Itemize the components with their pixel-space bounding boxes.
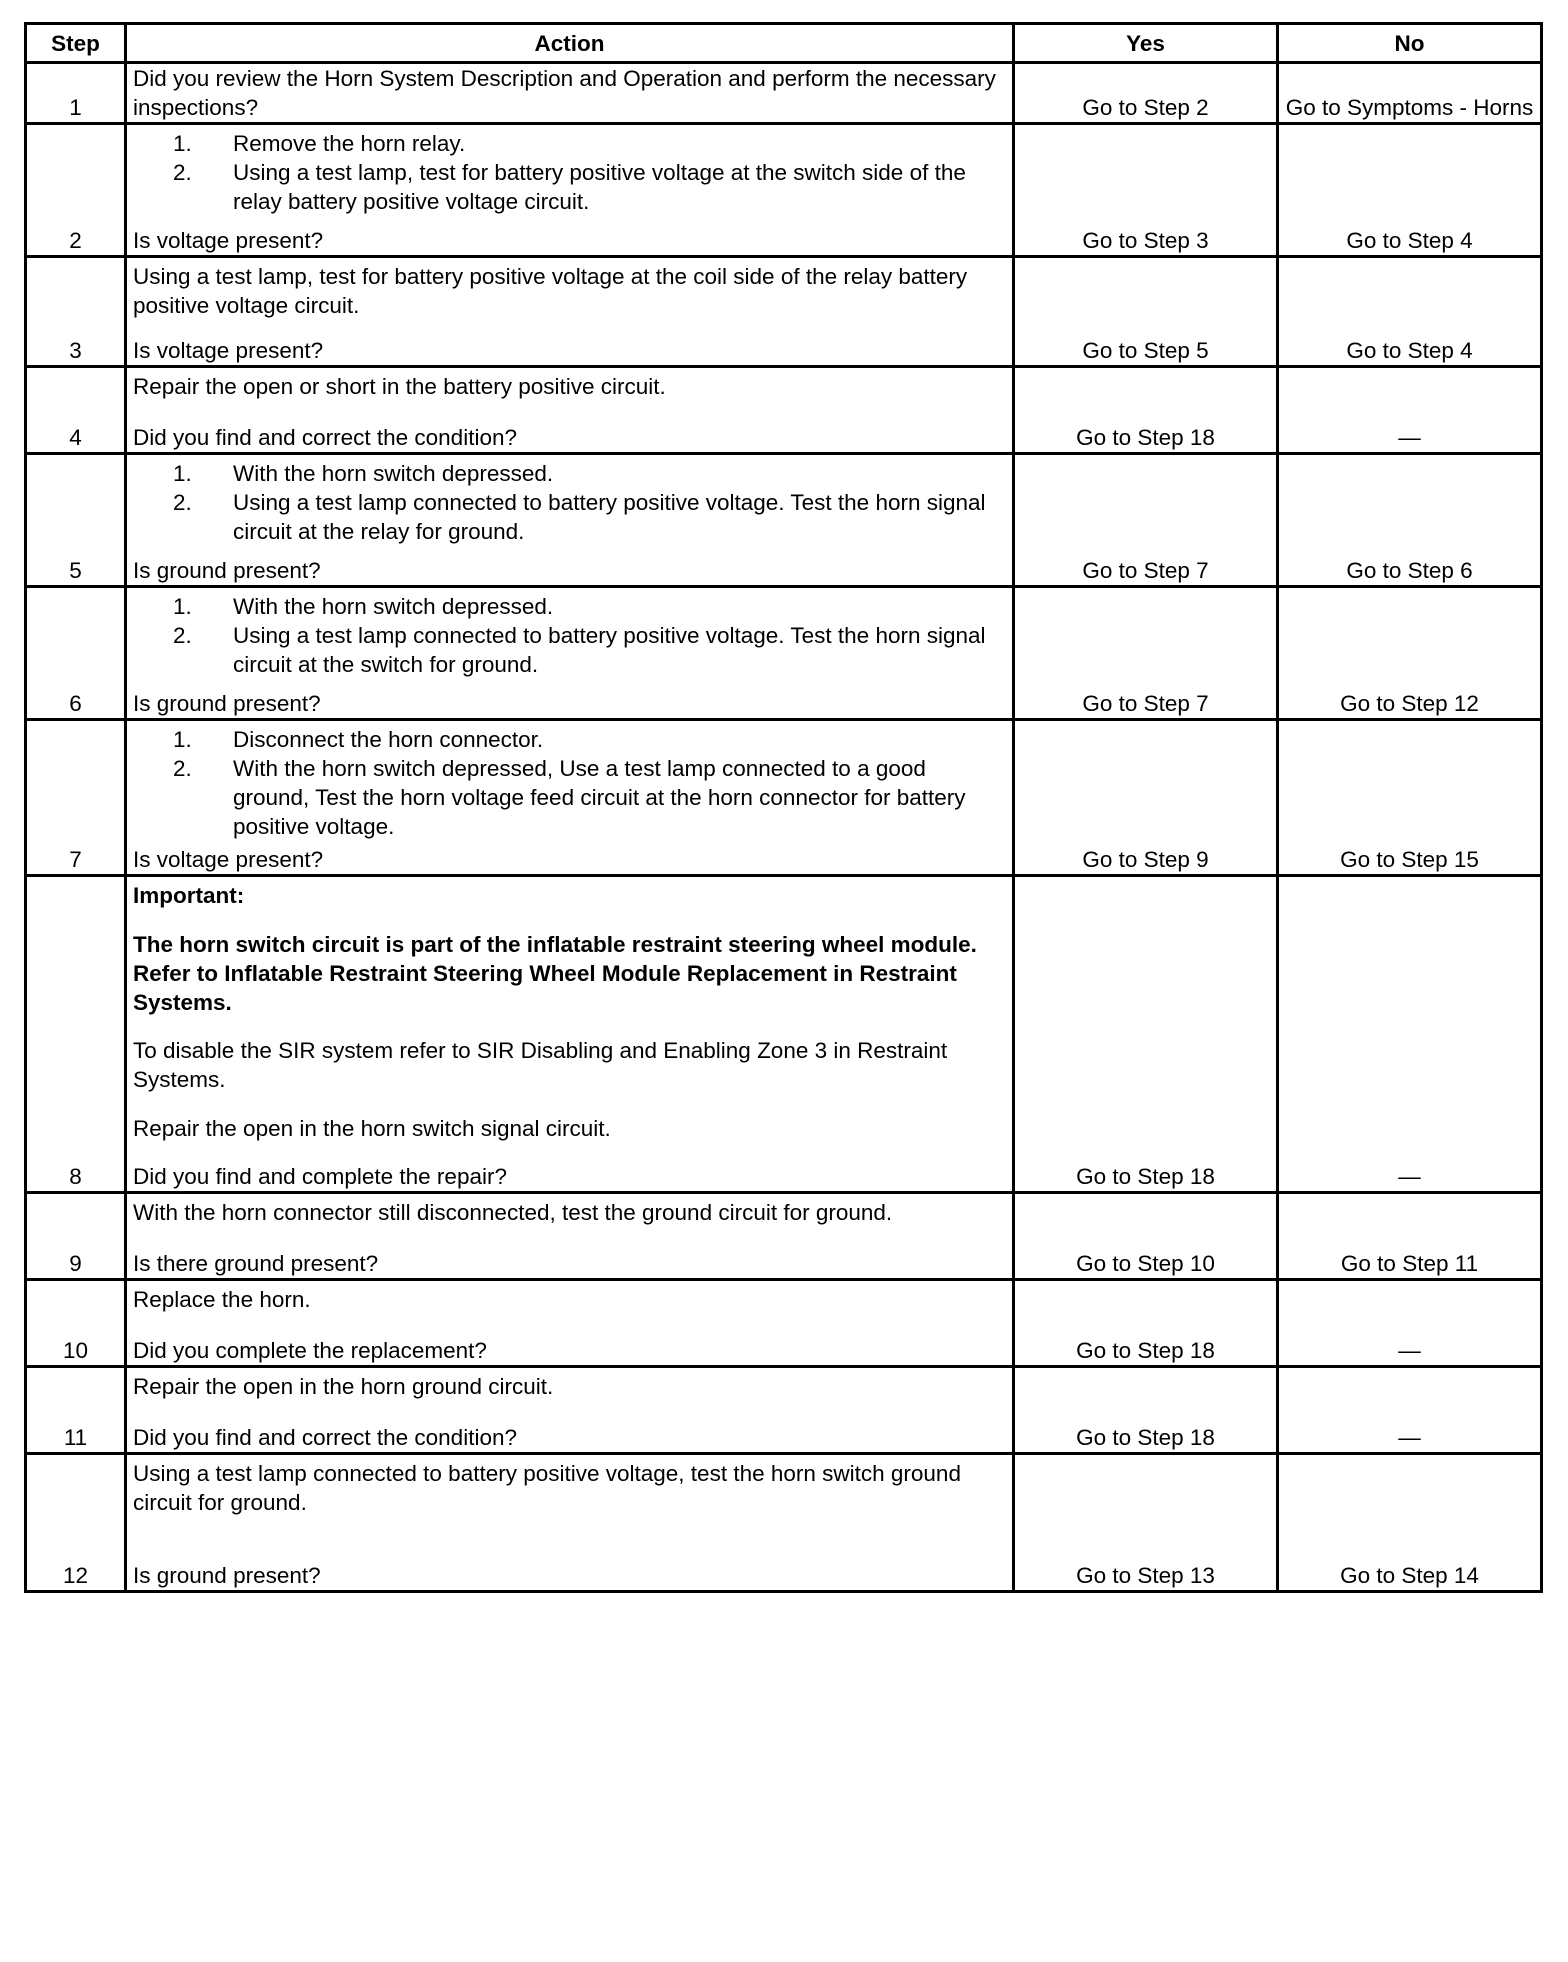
step-number: 2 <box>26 124 126 257</box>
yes-cell: Go to Step 18 <box>1014 367 1278 454</box>
step-number: 10 <box>26 1280 126 1367</box>
table-row <box>26 720 1542 876</box>
step-number: 8 <box>26 876 126 1193</box>
yes-cell: Go to Step 18 <box>1014 876 1278 1193</box>
table-row <box>26 257 1542 367</box>
yes-cell: Go to Step 10 <box>1014 1193 1278 1280</box>
header-no: No <box>1278 24 1542 63</box>
action-text: With the horn connector still disconnected, test the ground circuit for ground. <box>133 1200 893 1225</box>
header-action: Action <box>126 24 1014 63</box>
diagnostic-table <box>24 22 1543 1593</box>
yes-cell: Go to Step 5 <box>1014 257 1278 367</box>
action-cell <box>126 720 1014 876</box>
action-cell <box>126 454 1014 587</box>
action-question: Is ground present? <box>133 558 321 583</box>
action-question: Is ground present? <box>133 691 321 716</box>
header-step: Step <box>26 24 126 63</box>
action-step-item: 1. With the horn switch depressed. <box>173 461 554 486</box>
table-row <box>26 876 1542 1193</box>
table-row <box>26 1193 1542 1280</box>
yes-cell: Go to Step 3 <box>1014 124 1278 257</box>
step-number: 11 <box>26 1367 126 1454</box>
no-cell: Go to Step 4 <box>1278 124 1542 257</box>
action-cell <box>126 257 1014 367</box>
action-question: Is voltage present? <box>133 228 324 253</box>
action-cell <box>126 587 1014 720</box>
action-text: Replace the horn. <box>133 1287 311 1312</box>
action-cell <box>126 124 1014 257</box>
action-cell <box>126 63 1014 124</box>
table-row <box>26 1454 1542 1592</box>
no-cell: Go to Step 15 <box>1278 720 1542 876</box>
yes-cell: Go to Step 18 <box>1014 1280 1278 1367</box>
no-cell: Go to Symptoms - Horns <box>1278 63 1542 124</box>
action-cell <box>126 367 1014 454</box>
yes-cell: Go to Step 13 <box>1014 1454 1278 1592</box>
action-steps <box>133 129 1006 216</box>
action-step-item: 2. Using a test lamp, test for battery positive voltage at the switch side of the relay battery positive voltage circuit. <box>173 160 966 214</box>
header-yes: Yes <box>1014 24 1278 63</box>
action-step-item: 1. Disconnect the horn connector. <box>173 727 544 752</box>
step-number: 4 <box>26 367 126 454</box>
action-cell <box>126 1280 1014 1367</box>
header-row <box>26 24 1542 63</box>
no-cell: — <box>1278 1280 1542 1367</box>
action-cell <box>126 1193 1014 1280</box>
table-row <box>26 1280 1542 1367</box>
step-number: 6 <box>26 587 126 720</box>
table-row <box>26 587 1542 720</box>
table-row <box>26 124 1542 257</box>
no-cell: — <box>1278 1367 1542 1454</box>
important-label: Important: <box>133 883 245 908</box>
action-cell <box>126 1454 1014 1592</box>
action-step-item: 2. With the horn switch depressed, Use a test lamp connected to a good ground, Test the horn voltage feed circuit at the horn connector for battery positive voltage. <box>173 756 966 839</box>
yes-cell: Go to Step 7 <box>1014 454 1278 587</box>
step-number: 7 <box>26 720 126 876</box>
step-number: 5 <box>26 454 126 587</box>
action-text: Repair the open in the horn ground circuit. <box>133 1374 554 1399</box>
sir-note: To disable the SIR system refer to SIR Disabling and Enabling Zone 3 in Restraint Systems. <box>133 1038 948 1092</box>
no-cell: Go to Step 14 <box>1278 1454 1542 1592</box>
yes-cell: Go to Step 7 <box>1014 587 1278 720</box>
no-cell: Go to Step 4 <box>1278 257 1542 367</box>
action-question: Did you find and correct the condition? <box>133 425 517 450</box>
action-steps <box>133 592 1006 679</box>
table-row <box>26 367 1542 454</box>
yes-cell: Go to Step 9 <box>1014 720 1278 876</box>
step-number: 9 <box>26 1193 126 1280</box>
action-question: Is voltage present? <box>133 338 324 363</box>
yes-cell: Go to Step 18 <box>1014 1367 1278 1454</box>
table-row <box>26 63 1542 124</box>
action-text: Using a test lamp, test for battery positive voltage at the coil side of the relay battery positive voltage circuit. <box>133 264 968 318</box>
action-question: Is ground present? <box>133 1563 321 1588</box>
action-steps <box>133 459 1006 546</box>
action-step-item: 2. Using a test lamp connected to battery positive voltage. Test the horn signal circuit at the relay for ground. <box>173 490 986 544</box>
step-number: 3 <box>26 257 126 367</box>
action-step-item: 1. Remove the horn relay. <box>173 131 466 156</box>
action-text: Using a test lamp connected to battery positive voltage, test the horn switch ground circuit for ground. <box>133 1461 961 1515</box>
no-cell: Go to Step 6 <box>1278 454 1542 587</box>
table-row <box>26 1367 1542 1454</box>
action-question: Did you find and correct the condition? <box>133 1425 517 1450</box>
action-text: Repair the open or short in the battery positive circuit. <box>133 374 666 399</box>
action-cell <box>126 876 1014 1193</box>
action-question: Is voltage present? <box>133 847 324 872</box>
action-text: Did you review the Horn System Description and Operation and perform the necessary inspections? <box>133 66 996 120</box>
table-row <box>26 454 1542 587</box>
step-number: 1 <box>26 63 126 124</box>
action-cell <box>126 1367 1014 1454</box>
no-cell: Go to Step 11 <box>1278 1193 1542 1280</box>
action-question: Did you find and complete the repair? <box>133 1164 507 1189</box>
action-steps <box>133 725 1006 841</box>
action-question: Is there ground present? <box>133 1251 379 1276</box>
important-text: The horn switch circuit is part of the inflatable restraint steering wheel module. Refer to Inflatable Restraint Steering Wheel Module Replacement in Restraint Systems. <box>133 931 977 1015</box>
step-number: 12 <box>26 1454 126 1592</box>
action-step-item: 2. Using a test lamp connected to battery positive voltage. Test the horn signal circuit at the switch for ground. <box>173 623 986 677</box>
no-cell: Go to Step 12 <box>1278 587 1542 720</box>
no-cell: — <box>1278 367 1542 454</box>
no-cell: — <box>1278 876 1542 1193</box>
action-question: Did you complete the replacement? <box>133 1338 487 1363</box>
action-step-item: 1. With the horn switch depressed. <box>173 594 554 619</box>
action-text: Repair the open in the horn switch signal circuit. <box>133 1115 611 1141</box>
yes-cell: Go to Step 2 <box>1014 63 1278 124</box>
